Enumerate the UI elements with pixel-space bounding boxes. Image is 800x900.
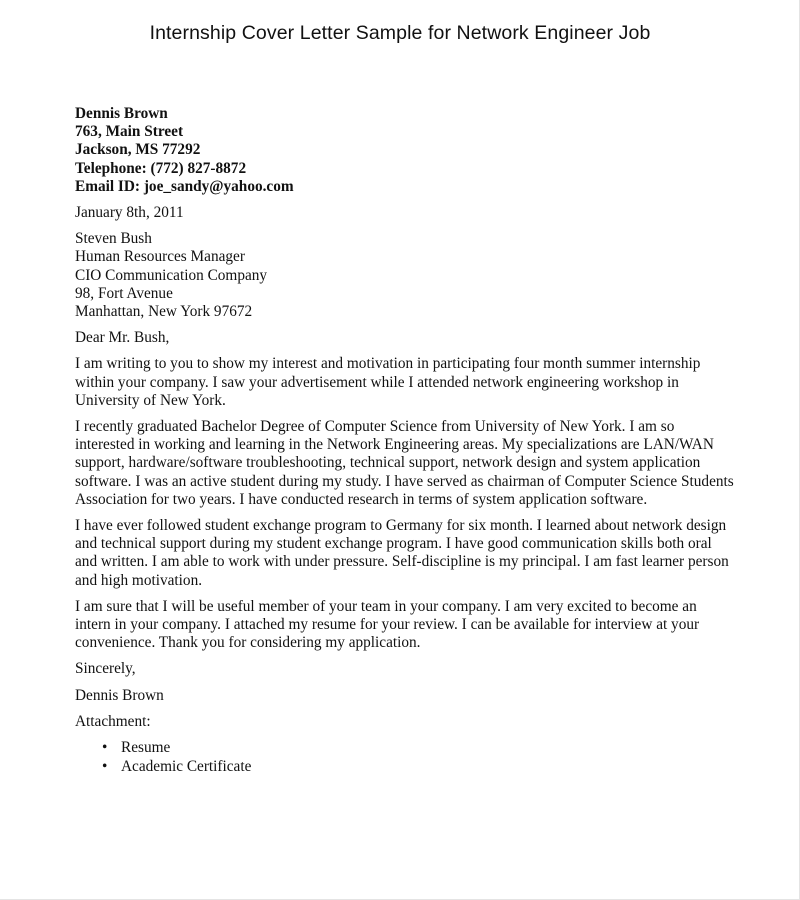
body-paragraph-3: I have ever followed student exchange program to Germany for six month. I learned about network design and technical support during my student exchange program. I have good communication skills both oral and written. I am able to work with under pressure. Self-discipline is my principal. I am fast learner person and high motivation. <box>75 517 729 589</box>
sender-street: 763, Main Street <box>75 123 184 141</box>
recipient-address-block <box>75 230 735 321</box>
recipient-street: 98, Fort Avenue <box>75 284 173 302</box>
attachment-item-label: Academic Certificate <box>121 758 252 776</box>
sender-email: Email ID: joe_sandy@yahoo.com <box>75 177 294 195</box>
sender-name: Dennis Brown <box>75 105 168 122</box>
page-title: Internship Cover Letter Sample for Network Engineer Job <box>149 22 651 44</box>
recipient-name: Steven Bush <box>75 230 152 248</box>
sender-telephone: Telephone: (772) 827-8872 <box>75 159 247 177</box>
recipient-company: CIO Communication Company <box>75 266 268 284</box>
recipient-position: Human Resources Manager <box>75 248 245 266</box>
body-paragraph-2: I recently graduated Bachelor Degree of Computer Science from University of New York. I am so interested in working and learning in the Network Engineering areas. My specializations are LAN/WAN support, hardware/software troubleshooting, technical support, network design and system application software. I was an active student during my study. I have served as chairman of Computer Science Students Association for two years. I have conducted research in terms of system application software. <box>75 418 734 508</box>
attachment-list <box>75 739 735 776</box>
signature-name: Dennis Brown <box>75 686 164 704</box>
sender-city: Jackson, MS 77292 <box>75 141 201 159</box>
list-item <box>102 739 735 757</box>
closing: Sincerely, <box>75 660 136 678</box>
body-paragraph-4: I am sure that I will be useful member of your team in your company. I am very excited to become an intern in your company. I attached my resume for your review. I can be available for interview at your convenience. Thank you for considering my application. <box>75 597 700 652</box>
sender-address-block <box>75 105 735 196</box>
salutation: Dear Mr. Bush, <box>75 329 170 347</box>
attachment-label: Attachment: <box>75 712 151 730</box>
attachment-item-label: Resume <box>121 739 171 757</box>
bullet-icon: • <box>102 739 108 757</box>
letter-date: January 8th, 2011 <box>75 204 184 222</box>
bullet-icon: • <box>102 758 108 776</box>
letter-body <box>75 105 735 778</box>
recipient-city: Manhattan, New York 97672 <box>75 303 253 321</box>
list-item <box>102 758 735 776</box>
body-paragraph-1: I am writing to you to show my interest and motivation in participating four month summer internship within your company. I saw your advertisement while I attended network engineering workshop in University of New York. <box>75 355 701 409</box>
